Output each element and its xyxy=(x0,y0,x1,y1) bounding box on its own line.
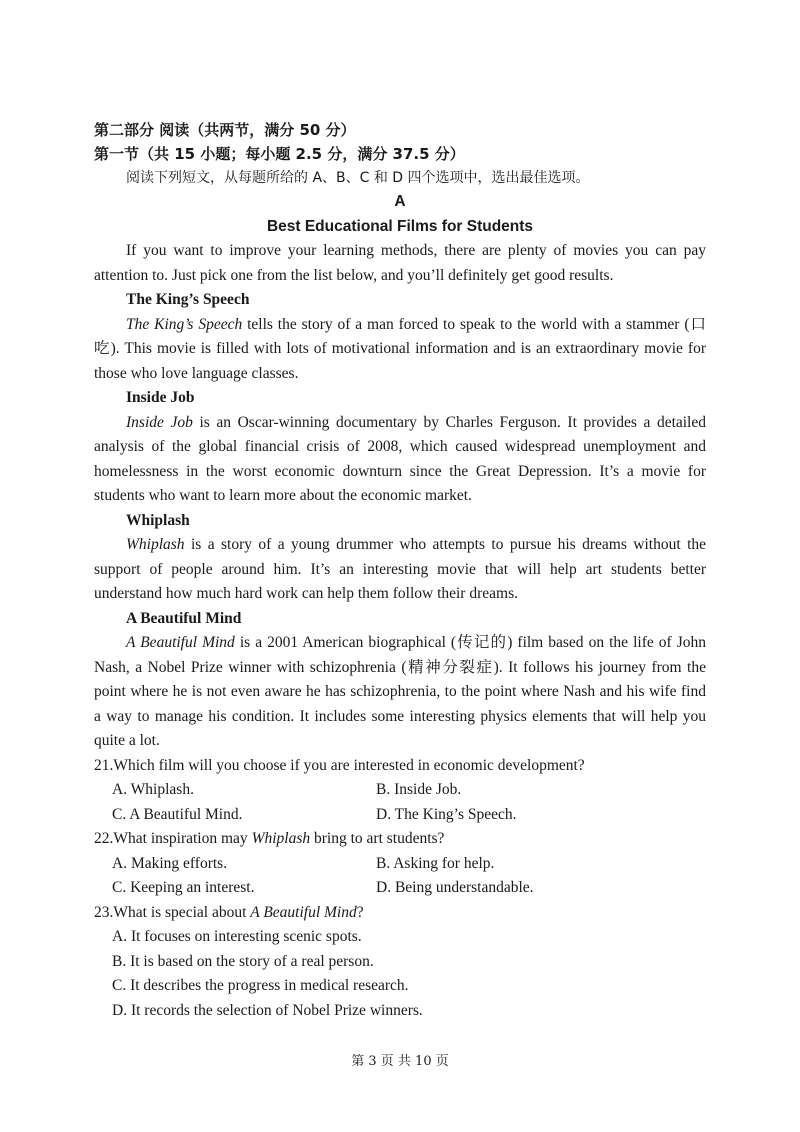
exam-page xyxy=(94,118,706,1023)
option-grid xyxy=(94,852,706,901)
passage-intro: If you want to improve your learning methods, there are plenty of movies you can pay attention to. Just pick one from the list below, and you’ll definitely get good results. xyxy=(94,242,706,284)
question-stem xyxy=(94,901,706,926)
page-number-footer: 第 3 页 共 10 页 xyxy=(351,1054,449,1069)
option-a[interactable]: A. Making efforts. xyxy=(112,854,228,872)
stem-italic: A Beautiful Mind xyxy=(250,903,357,921)
stem-text: 21.Which film will you choose if you are interested in economic development? xyxy=(94,756,585,774)
instructions: 阅读下列短文，从每题所给的 A、B、C 和 D 四个选项中，选出最佳选项。 xyxy=(126,170,590,186)
option-b[interactable]: B. It is based on the story of a real person. xyxy=(112,952,374,970)
film-title-italic: Whiplash xyxy=(126,536,185,553)
stem-text: 23.What is special about xyxy=(94,903,251,921)
film-section-whiplash xyxy=(94,509,706,607)
film-text: is a story of a young drummer who attempts to pursue his dreams without the support of people around him. It’s an interesting movie that will help art students better understand how much hard work can help them follow their dreams. xyxy=(94,536,706,602)
passage-title: Best Educational Films for Students xyxy=(266,217,534,235)
option-c[interactable]: C. Keeping an interest. xyxy=(112,879,255,896)
stem-italic: Whiplash xyxy=(251,830,311,847)
film-description xyxy=(94,631,706,754)
option-d[interactable]: D. Being understandable. xyxy=(376,879,534,896)
film-section-beautiful-mind xyxy=(94,607,706,754)
option-c[interactable]: C. A Beautiful Mind. xyxy=(112,805,243,823)
option-a[interactable]: A. Whiplash. xyxy=(112,781,194,798)
question-21 xyxy=(94,754,706,828)
option-grid xyxy=(94,778,706,827)
stem-text: 22.What inspiration may xyxy=(94,830,252,847)
film-text: tells the story of a man forced to speak to the world with a stammer (口吃). This movie is filled with lots of motivational information and is an extraordinary movie for those who love language classes. xyxy=(94,315,706,382)
film-title-italic: Inside Job xyxy=(126,413,193,431)
film-section-inside-job xyxy=(94,386,706,509)
film-heading: A Beautiful Mind xyxy=(126,609,242,627)
question-23 xyxy=(94,901,706,1024)
film-title-italic: The King’s Speech xyxy=(126,315,243,333)
film-text: is a 2001 American biographical (传记的) film based on the life of John Nash, a Nobel Prize winner with schizophrenia (精神分裂症). It follows his journey from the point where he is not even aware he has schizophrenia, to the point where Nash and his wife find a way to manage his condition. It includes some interesting physics elements that will help you quite a lot. xyxy=(94,634,706,749)
film-description xyxy=(94,411,706,509)
film-heading: Whiplash xyxy=(126,511,190,529)
film-description xyxy=(94,533,706,607)
film-description xyxy=(94,313,706,387)
stem-text: bring to art students? xyxy=(310,830,445,847)
option-b[interactable]: B. Asking for help. xyxy=(376,854,495,872)
question-22 xyxy=(94,827,706,901)
film-heading: Inside Job xyxy=(126,389,195,406)
part-title: 第二部分 阅读（共两节，满分 50 分） xyxy=(94,121,356,139)
passage-letter: A xyxy=(394,193,406,210)
film-section-kings-speech xyxy=(94,288,706,386)
film-heading: The King’s Speech xyxy=(126,291,250,308)
option-d[interactable]: D. It records the selection of Nobel Prize winners. xyxy=(112,1001,423,1019)
question-stem xyxy=(94,754,706,779)
question-stem xyxy=(94,827,706,852)
option-c[interactable]: C. It describes the progress in medical research. xyxy=(112,977,409,994)
section-title: 第一节（共 15 小题；每小题 2.5 分，满分 37.5 分） xyxy=(94,145,465,163)
option-a[interactable]: A. It focuses on interesting scenic spots. xyxy=(112,928,362,945)
option-b[interactable]: B. Inside Job. xyxy=(376,781,462,798)
film-text: is an Oscar-winning documentary by Charles Ferguson. It provides a detailed analysis of the global financial crisis of 2008, which caused widespread unemployment and homelessness in the worst economic downturn since the Great Depression. It’s a movie for students who want to learn more about the economic market. xyxy=(94,413,706,504)
film-title-italic: A Beautiful Mind xyxy=(126,634,235,651)
option-d[interactable]: D. The King’s Speech. xyxy=(376,805,517,823)
stem-text: ? xyxy=(356,903,364,921)
